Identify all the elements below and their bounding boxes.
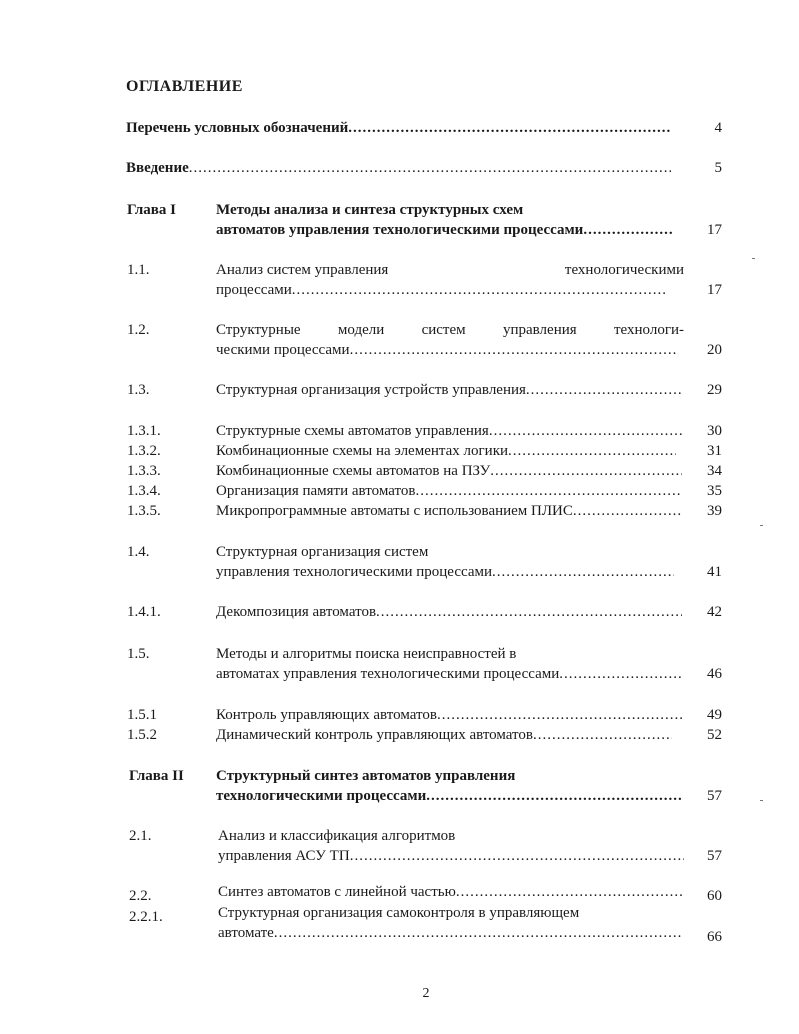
toc-entry-title: Структурные <box>216 322 301 338</box>
toc-entry-title: ческими процессами <box>216 342 350 358</box>
toc-entry-number: 2.1. <box>129 828 152 844</box>
toc-entry-number: 1.5.2 <box>127 727 157 743</box>
toc-entry-title: Декомпозиция автоматов <box>216 604 377 620</box>
toc-entry-number: 1.3.1. <box>127 423 161 439</box>
toc-entry-body <box>216 461 686 481</box>
toc-entry-number: 1.5. <box>127 646 150 662</box>
toc-entry-number: 2.2. <box>129 888 152 904</box>
toc-page-number: 5 <box>714 160 722 176</box>
toc-page-number: 57 <box>707 788 722 804</box>
toc-entry-title: Структурный синтез автоматов управления <box>216 768 516 784</box>
toc-page-number: 52 <box>707 727 722 743</box>
toc-entry-body <box>218 903 688 943</box>
toc-entry-number: 1.1. <box>127 262 150 278</box>
toc-entry-body <box>126 118 686 138</box>
toc-page-number: 20 <box>707 342 722 358</box>
toc-entry-number: 1.2. <box>127 322 150 338</box>
toc-entry-body <box>216 766 686 806</box>
toc-entry-body <box>216 421 686 441</box>
toc-entry-body <box>216 380 686 400</box>
toc-entry-body <box>216 725 686 745</box>
toc-entry-title: технологическими процессами <box>216 788 427 804</box>
toc-page-number: 17 <box>707 282 722 298</box>
toc-page-number: 60 <box>707 888 722 904</box>
toc-entry-title: Структурная организация устройств управления <box>216 382 526 398</box>
toc-entry-title: Введение <box>126 160 189 176</box>
toc-page-number: 29 <box>707 382 722 398</box>
toc-entry-title: Структурные схемы автоматов управления <box>216 423 489 439</box>
toc-entry-number: 1.4. <box>127 544 150 560</box>
toc-entry-title: процессами <box>216 282 292 298</box>
page-number-footer: 2 <box>422 986 430 1001</box>
toc-entry-body <box>216 320 686 360</box>
toc-entry-title: Комбинационные схемы автоматов на ПЗУ <box>216 463 491 479</box>
toc-entry-body <box>126 158 686 178</box>
toc-entry-number: 1.3.3. <box>127 463 161 479</box>
toc-entry-number: Глава I <box>127 202 176 218</box>
toc-entry-number: 1.3.2. <box>127 443 161 459</box>
toc-entry-title: автомате <box>218 925 274 941</box>
scan-speck <box>760 525 763 526</box>
toc-page-number: 34 <box>707 463 722 479</box>
toc-entry-number: 1.3.5. <box>127 503 161 519</box>
toc-entry-body <box>216 644 686 684</box>
toc-entry-number: 1.5.1 <box>127 707 157 723</box>
toc-page-number: 66 <box>707 929 722 945</box>
toc-page-number: 31 <box>707 443 722 459</box>
toc-entry-title: Анализ и классификация алгоритмов <box>218 828 456 844</box>
toc-page-number: 35 <box>707 483 722 499</box>
scan-speck <box>760 800 763 801</box>
toc-entry-title: автоматов управления технологическими процессами <box>216 222 584 238</box>
toc-entry-number: 2.2.1. <box>129 909 163 925</box>
toc-entry-number: Глава II <box>129 768 184 784</box>
toc-entry-title: технологическими <box>564 262 684 278</box>
toc-entry-title: Микропрограммные автоматы с использованием ПЛИС <box>216 503 573 519</box>
toc-entry-body <box>216 542 686 582</box>
toc-entry-body <box>216 705 686 725</box>
toc-entry-body <box>216 501 686 521</box>
toc-page-number: 4 <box>714 120 722 136</box>
toc-page-number: 49 <box>707 707 722 723</box>
toc-entry-title: Контроль управляющих автоматов <box>216 707 437 723</box>
toc-entry-title: Методы и алгоритмы поиска неисправностей в <box>216 646 517 662</box>
toc-page-number: 46 <box>707 666 722 682</box>
scan-speck <box>752 258 755 259</box>
toc-entry-title: Организация памяти автоматов <box>216 483 416 499</box>
toc-entry-title: Перечень условных обозначений <box>126 120 349 136</box>
toc-entry-title: модели <box>337 322 385 338</box>
toc-entry-title: управления <box>502 322 577 338</box>
toc-page-number: 41 <box>707 564 722 580</box>
toc-entry-title: Комбинационные схемы на элементах логики <box>216 443 509 459</box>
toc-entry-title: Структурная организация самоконтроля в управляющем <box>218 905 580 921</box>
toc-entry-title: Анализ систем управления <box>216 262 389 278</box>
toc-entry-title: управления технологическими процессами <box>216 564 493 580</box>
toc-page-number: 39 <box>707 503 722 519</box>
toc-entry-title: Синтез автоматов с линейной частью <box>218 884 456 900</box>
toc-entry-body <box>216 602 686 622</box>
toc-entry-number: 1.3.4. <box>127 483 161 499</box>
toc-page-number: 57 <box>707 848 722 864</box>
toc-entry-title: управления АСУ ТП <box>218 848 350 864</box>
toc-entry-title: автоматах управления технологическими процессами <box>216 666 560 682</box>
toc-entry-title: Динамический контроль управляющих автоматов <box>216 727 533 743</box>
toc-entry-title: технологи- <box>613 322 684 338</box>
toc-entry-body <box>216 441 686 461</box>
toc-page-number: 30 <box>707 423 722 439</box>
toc-entry-body <box>218 826 688 866</box>
toc-entry-title: Методы анализа и синтеза структурных схем <box>216 202 524 218</box>
toc-entry-number: 1.4.1. <box>127 604 161 620</box>
toc-heading: ОГЛАВЛЕНИЕ <box>126 78 243 95</box>
toc-entry-body <box>216 260 686 300</box>
toc-page-number: 42 <box>707 604 722 620</box>
toc-entry-number: 1.3. <box>127 382 150 398</box>
toc-entry-title: систем <box>421 322 466 338</box>
toc-entry-body <box>216 481 686 501</box>
toc-entry-body <box>218 882 688 902</box>
toc-page-number: 17 <box>707 222 722 238</box>
toc-entry-body <box>216 200 686 240</box>
toc-entry-title: Структурная организация систем <box>216 544 429 560</box>
